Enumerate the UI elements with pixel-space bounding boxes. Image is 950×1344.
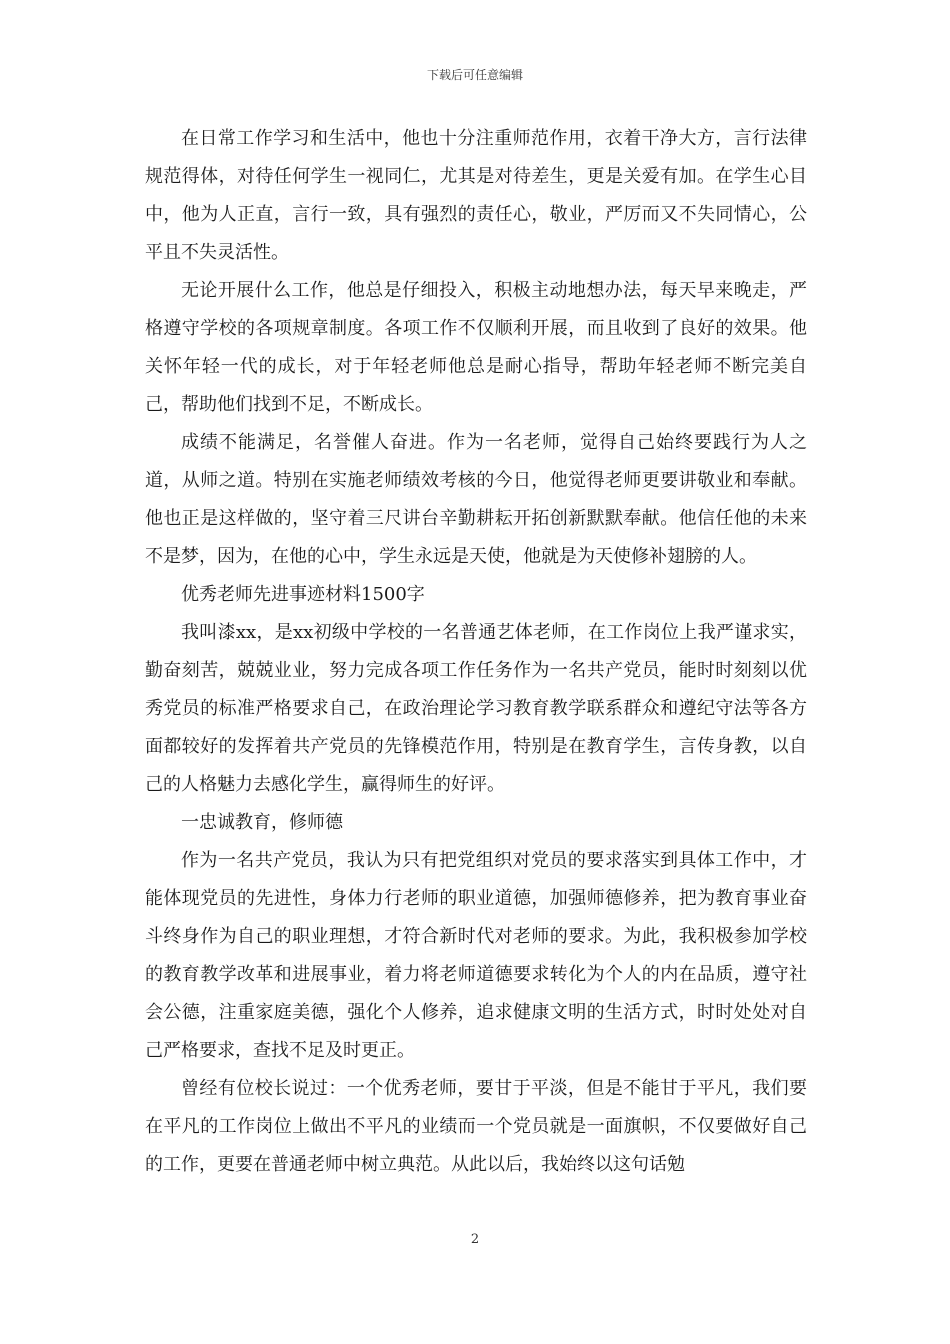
document-body bbox=[145, 120, 807, 1184]
paragraph-self-introduction: 我叫漆xx，是xx初级中学校的一名普通艺体老师，在工作岗位上我严谨求实，勤奋刻苦，兢兢业业，努力完成各项工作任务作为一名共产党员，能时时刻刻以优秀党员的标准严格要求自己，在政治理论学习教育教学联系群众和遵纪守法等各方面都较好的发挥着共产党员的先锋模范作用，特别是在教育学生，言传身教，以自己的人格魅力去感化学生，赢得师生的好评。 bbox=[145, 622, 807, 795]
paragraph-achievements: 成绩不能满足，名誉催人奋进。作为一名老师，觉得自己始终要践行为人之道，从师之道。特别在实施老师绩效考核的今日，他觉得老师更要讲敬业和奉献。他也正是这样做的，坚守着三尺讲台辛勤耕耘开拓创新默默奉献。他信任他的未来不是梦，因为，在他的心中，学生永远是天使，他就是为天使修补翅膀的人。 bbox=[145, 432, 807, 567]
paragraph-teacher-conduct: 在日常工作学习和生活中，他也十分注重师范作用，衣着干净大方，言行法律规范得体，对待任何学生一视同仁，尤其是对待差生，更是关爱有加。在学生心目中，他为人正直，言行一致，具有强烈的责任心，敬业，严厉而又不失同情心，公平且不失灵活性。 bbox=[145, 128, 807, 263]
paragraph-party-member: 作为一名共产党员，我认为只有把党组织对党员的要求落实到具体工作中，才能体现党员的先进性，身体力行老师的职业道德，加强师德修养，把为教育事业奋斗终身作为自己的职业理想，才符合新时代对老师的要求。为此，我积极参加学校的教育教学改革和进展事业，着力将老师道德要求转化为个人的内在品质，遵守社会公德，注重家庭美德，强化个人修养，追求健康文明的生活方式，时时处处对自己严格要求，查找不足及时更正。 bbox=[145, 850, 807, 1061]
paragraph-principal-quote: 曾经有位校长说过：一个优秀老师，要甘于平淡，但是不能甘于平凡，我们要在平凡的工作岗位上做出不平凡的业绩而一个党员就是一面旗帜，不仅要做好自己的工作，更要在普通老师中树立典范。从此以后，我始终以这句话勉 bbox=[145, 1078, 807, 1175]
page-header-note: 下载后可任意编辑 bbox=[426, 68, 523, 82]
page-number: 2 bbox=[470, 1232, 480, 1247]
section-heading-loyalty: 一忠诚教育，修师德 bbox=[181, 812, 343, 833]
paragraph-work-attitude: 无论开展什么工作，他总是仔细投入，积极主动地想办法，每天早来晚走，严格遵守学校的各项规章制度。各项工作不仅顺利开展，而且收到了良好的效果。他关怀年轻一代的成长，对于年轻老师他总是耐心指导，帮助年轻老师不断完美自己，帮助他们找到不足，不断成长。 bbox=[145, 280, 807, 415]
section-heading-1500: 优秀老师先进事迹材料1500字 bbox=[181, 584, 425, 605]
